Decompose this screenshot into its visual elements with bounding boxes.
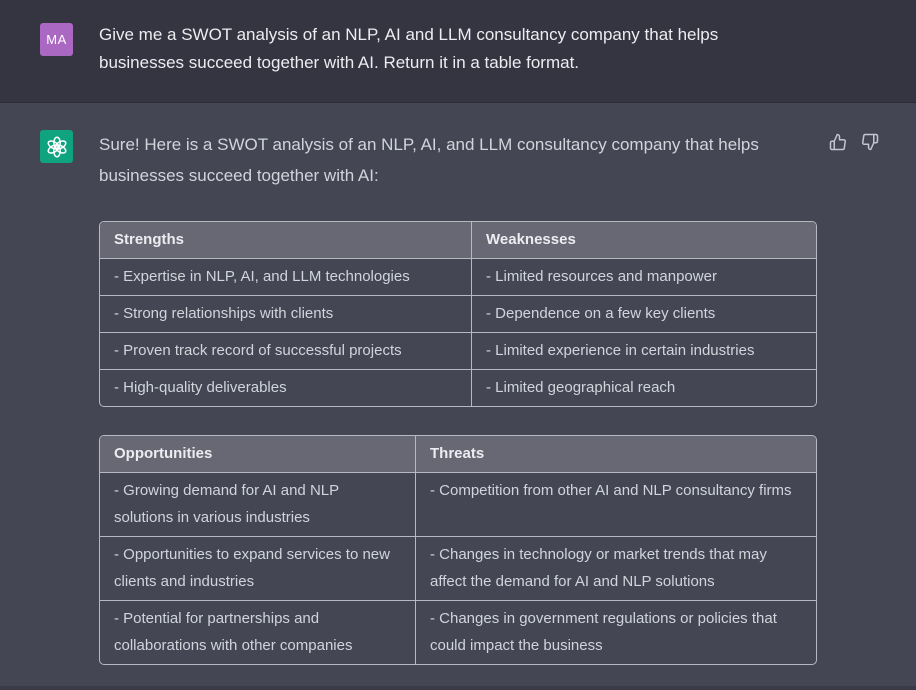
thumbs-down-icon	[861, 133, 879, 151]
table-row	[100, 296, 816, 333]
table-cell: - High-quality deliverables	[100, 370, 472, 406]
table-row	[100, 370, 816, 406]
user-avatar: MA	[40, 23, 73, 56]
column-header-opportunities: Opportunities	[100, 436, 416, 473]
assistant-avatar	[40, 130, 73, 163]
table-cell: - Strong relationships with clients	[100, 296, 472, 333]
table-cell: - Limited geographical reach	[486, 379, 676, 396]
opportunities-threats-table	[99, 435, 817, 665]
table-cell: - Potential for partnerships and collaborations with other companies	[100, 601, 416, 664]
table-cell: - Dependence on a few key clients	[472, 296, 816, 333]
openai-logo-icon	[45, 135, 69, 159]
column-header-weaknesses: Weaknesses	[472, 222, 816, 259]
table-row	[100, 473, 816, 537]
column-header-threats: Threats	[416, 436, 816, 473]
table-row	[100, 537, 816, 601]
table-header-row	[100, 436, 816, 473]
table-cell: - Expertise in NLP, AI, and LLM technologies	[100, 259, 472, 296]
bottom-divider	[0, 686, 916, 690]
table-cell: - Changes in government regulations or policies that could impact the business	[430, 610, 777, 654]
table-cell: - Limited experience in certain industries	[472, 333, 816, 370]
thumbs-up-button[interactable]	[829, 133, 849, 153]
user-message-text: Give me a SWOT analysis of an NLP, AI and LLM consultancy company that helps businesses succeed together with AI. Return it in a table format.	[99, 25, 719, 72]
table-cell: - Changes in technology or market trends that may affect the demand for AI and NLP solutions	[416, 537, 816, 601]
table-row	[100, 601, 816, 664]
table-cell: - Opportunities to expand services to new clients and industries	[100, 537, 416, 601]
column-header-strengths: Strengths	[100, 222, 472, 259]
table-row	[100, 259, 816, 296]
table-cell: - Limited resources and manpower	[472, 259, 816, 296]
thumbs-up-icon	[829, 133, 847, 151]
table-cell: - Proven track record of successful projects	[100, 333, 472, 370]
table-cell: - Competition from other AI and NLP consultancy firms	[416, 473, 816, 537]
assistant-message	[0, 103, 916, 690]
table-header-row	[100, 222, 816, 259]
table-cell: - Growing demand for AI and NLP solutions in various industries	[100, 473, 416, 537]
user-message	[0, 0, 916, 103]
strengths-weaknesses-table	[99, 221, 817, 407]
thumbs-down-button[interactable]	[861, 133, 881, 153]
assistant-intro-text: Sure! Here is a SWOT analysis of an NLP, AI, and LLM consultancy company that helps businesses succeed together with AI:	[99, 135, 759, 185]
table-row	[100, 333, 816, 370]
